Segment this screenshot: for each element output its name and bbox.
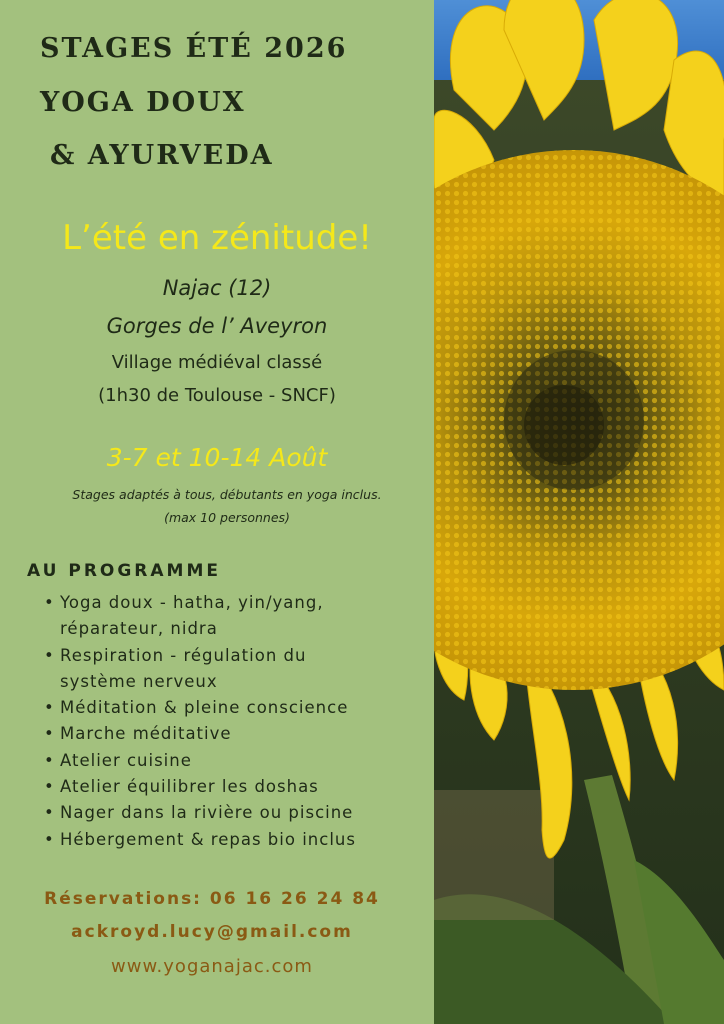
heading-line-3: & AYURVEDA [50, 140, 274, 171]
location-gorges: Gorges de l’ Aveyron [106, 314, 328, 338]
contact-email[interactable]: ackroyd.lucy@gmail.com [71, 922, 353, 942]
list-item [44, 590, 434, 643]
audience-line-2: (max 10 personnes) [164, 510, 290, 525]
programme-title: AU PROGRAMME [27, 561, 222, 581]
list-item [44, 827, 434, 853]
heading-line-1: STAGES ÉTÉ 2026 [40, 33, 348, 64]
list-item [44, 774, 434, 800]
list-item [44, 748, 434, 774]
sunflower-photo [434, 0, 724, 1024]
location-access: (1h30 de Toulouse - SNCF) [98, 385, 336, 406]
location-village: Village médiéval classé [111, 352, 323, 373]
programme-item-text: Atelier cuisine [60, 750, 192, 770]
programme-item-text: Méditation & pleine conscience [60, 698, 349, 718]
dates: 3-7 et 10-14 Août [106, 443, 328, 472]
programme-item-continuation: réparateur, nidra [60, 619, 218, 639]
location-town: Najac (12) [162, 276, 272, 300]
website-link[interactable]: www.yoganajac.com [111, 956, 313, 977]
programme-item-continuation: système nerveux [60, 671, 218, 691]
heading-line-2: YOGA DOUX [40, 87, 246, 118]
programme-item-text: Hébergement & repas bio inclus [60, 829, 356, 849]
list-item [44, 721, 434, 747]
tagline: L’été en zénitude! [62, 218, 372, 258]
programme-item-text: Atelier équilibrer les doshas [60, 777, 319, 797]
list-item [44, 695, 434, 721]
reservations-phone: Réservations: 06 16 26 24 84 [44, 889, 380, 909]
programme-list [44, 590, 434, 853]
programme-item-text: Nager dans la rivière ou piscine [60, 803, 354, 823]
list-item [44, 643, 434, 696]
list-item [44, 800, 434, 826]
programme-item-text: Respiration - régulation du [60, 645, 307, 665]
programme-item-text: Marche méditative [60, 724, 232, 744]
programme-item-text: Yoga doux - hatha, yin/yang, [60, 593, 324, 612]
audience-line-1: Stages adaptés à tous, débutants en yoga inclus. [72, 487, 382, 502]
